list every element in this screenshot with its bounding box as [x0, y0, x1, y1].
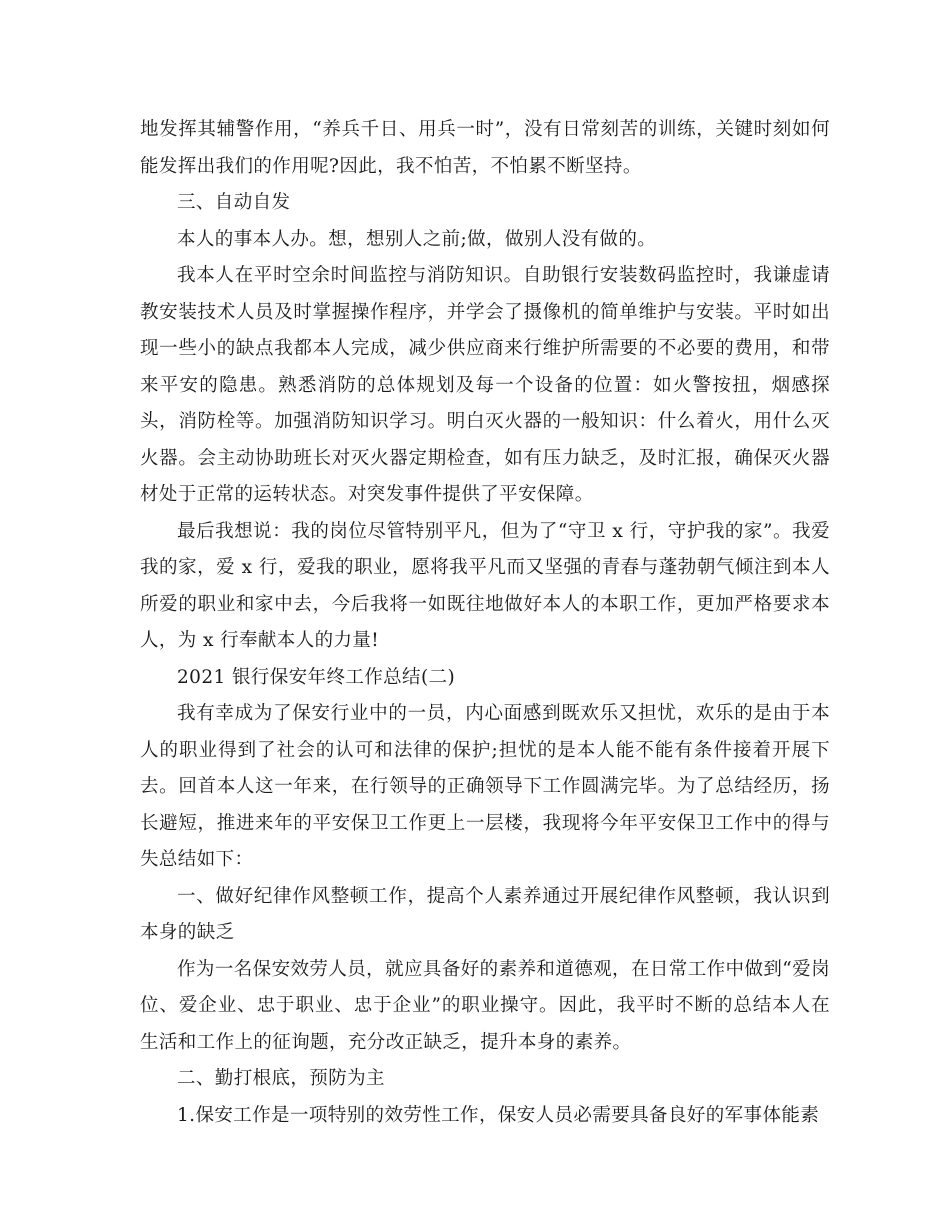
section-heading-3: 三、自动自发 — [177, 192, 291, 213]
paragraph: 1.保安工作是一项特别的效劳性工作，保安人员必需要具备良好的军事体能素 — [177, 1104, 820, 1126]
paragraph: 我有幸成为了保安行业中的一员，内心面感到既欢乐又担忧，欢乐的是由于本人的职业得到了社会的认可和法律的保护;担忧的是本人能不能有条件接着开展下去。回首本人这一年来，在行领导的正确领导下工作圆满完毕。为了总结经历，扬长避短，推进来年的平安保卫工作更上一层楼，我现将今年平安保卫工作中的得与失总结如下： — [140, 703, 830, 870]
paragraph: 本人的事本人办。想，想别人之前;做，做别人没有做的。 — [177, 228, 657, 250]
document-title-2: 2021 银行保安年终工作总结(二) — [177, 666, 456, 688]
paragraph: 我本人在平时空余时间监控与消防知识。自助银行安装数码监控时，我谦虚请教安装技术人员及时掌握操作程序，并学会了摄像机的简单维护与安装。平时如出现一些小的缺点我都本人完成，减少供应商来行维护所需要的不必要的费用，和带来平安的隐患。熟悉消防的总体规划及每一个设备的位置：如火警按扭，烟感探头，消防栓等。加强消防知识学习。明白灭火器的一般知识：什么着火，用什么灭火器。会主动协助班长对灭火器定期检查，如有压力缺乏，及时汇报，确保灭火器材处于正常的运转状态。对突发事件提供了平安保障。 — [140, 265, 830, 505]
paragraph: 最后我想说：我的岗位尽管特别平凡，但为了“守卫 x 行，守护我的家”。我爱我的家，爱 x 行，爱我的职业，愿将我平凡而又坚强的青春与蓬勃朝气倾注到本人所爱的职业和家中去，今后我将一如既往地做好本人的本职工作，更加严格要求本人，为 x 行奉献本人的力量! — [140, 520, 830, 651]
paragraph-continuation: 地发挥其辅警作用，“养兵千日、用兵一时”，没有日常刻苦的训练，关键时刻如何能发挥出我们的作用呢?因此，我不怕苦，不怕累不断坚持。 — [140, 119, 830, 177]
section-heading-1: 一、做好纪律作风整顿工作，提高个人素养通过开展纪律作风整顿，我认识到本身的缺乏 — [140, 885, 830, 943]
document-body — [140, 112, 830, 1134]
paragraph: 作为一名保安效劳人员，就应具备好的素养和道德观，在日常工作中做到“爱岗位、爱企业、忠于职业、忠于企业”的职业操守。因此，我平时不断的总结本人在生活和工作上的征询题，充分改正缺乏，提升本身的素养。 — [140, 958, 830, 1053]
section-heading-2: 二、勤打根底，预防为主 — [177, 1068, 385, 1089]
